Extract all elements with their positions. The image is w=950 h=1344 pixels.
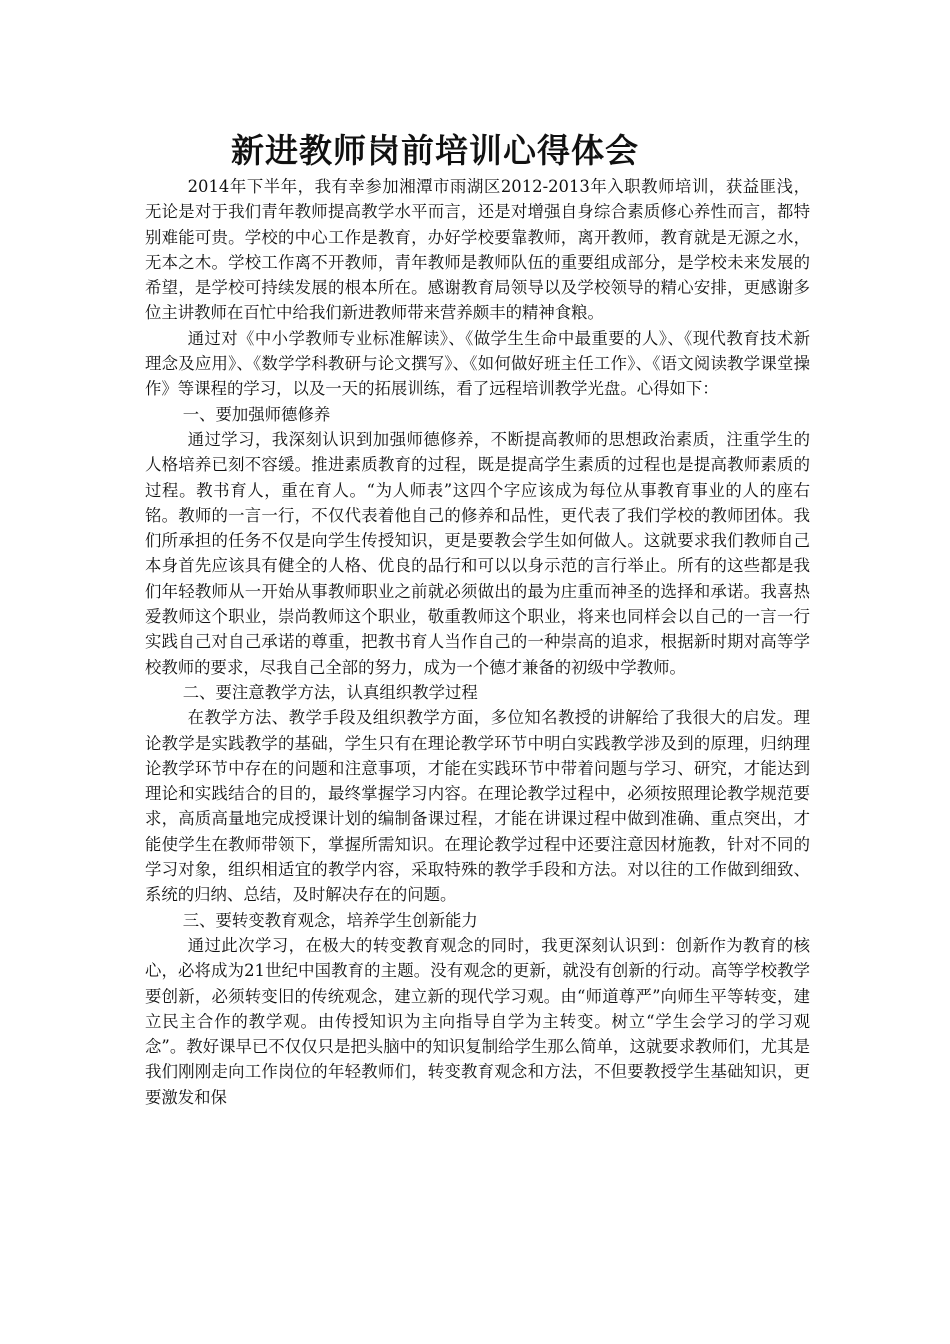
intro-paragraph-1: 2014年下半年，我有幸参加湘潭市雨湖区2012-2013年入职教师培训，获益匪浅，无论是对于我们青年教师提高教学水平而言，还是对增强自身综合素质修心养性而言，都特别难能可贵。学校的中心工作是教育，办好学校要靠教师，离开教师，教育就是无源之水，无本之木。学校工作离不开教师，青年教师是教师队伍的重要组成部分，是学校未来发展的希望，是学校可持续发展的根本所在。感谢教育局领导以及学校领导的精心安排，更感谢多位主讲教师在百忙中给我们新进教师带来营养颇丰的精神食粮。 [145,177,810,323]
section-body-2: 在教学方法、教学手段及组织教学方面，多位知名教授的讲解给了我很大的启发。理论教学是实践教学的基础，学生只有在理论教学环节中明白实践教学涉及到的原理，归纳理论教学环节中存在的问题和注意事项，才能在实践环节中带着问题与学习、研究，才能达到理论和实践结合的目的，最终掌握学习内容。在理论教学过程中，必须按照理论教学规范要求，高质高量地完成授课计划的编制备课过程，才能在讲课过程中做到准确、重点突出，才能使学生在教师带领下，掌握所需知识。在理论教学过程中还要注意因材施教，针对不同的学习对象，组织相适宜的教学内容，采取特殊的教学手段和方法。对以往的工作做到细致、系统的归纳、总结，及时解决存在的问题。 [145,708,810,905]
section-heading-3: 三、要转变教育观念，培养学生创新能力 [182,910,478,930]
intro-paragraph-2: 通过对《中小学教师专业标准解读》、《做学生生命中最重要的人》、《现代教育技术新理念及应用》、《数学学科教研与论文撰写》、《如何做好班主任工作》、《语文阅读教学课堂操作》等课程的学习，以及一天的拓展训练，看了远程培训教学光盘。心得如下： [145,328,810,399]
section-body-1: 通过学习，我深刻认识到加强师德修养，不断提高教师的思想政治素质，注重学生的人格培养已刻不容缓。推进素质教育的过程，既是提高学生素质的过程也是提高教师素质的过程。教书育人，重在育人。“为人师表”这四个字应该成为每位从事教育事业的人的座右铭。教师的一言一行，不仅代表着他自己的修养和品性，更代表了我们学校的教师团体。我们所承担的任务不仅是向学生传授知识，更是要教会学生如何做人。这就要求我们教师自己本身首先应该具有健全的人格、优良的品行和可以以身示范的言行举止。所有的这些都是我们年轻教师从一开始从事教师职业之前就必须做出的最为庄重而神圣的选择和承诺。我喜热爱教师这个职业，崇尚教师这个职业，敬重教师这个职业，将来也同样会以自己的一言一行实践自己对自己承诺的尊重，把教书育人当作自己的一种崇高的追求，根据新时期对高等学校教师的要求，尽我自己全部的努力，成为一个德才兼备的初级中学教师。 [145,429,810,677]
section-heading-1: 一、要加强师德修养 [182,404,331,424]
document-title: 新进教师岗前培训心得体会 [231,131,639,170]
section-body-3: 通过此次学习，在极大的转变教育观念的同时，我更深刻认识到：创新作为教育的核心，必将成为21世纪中国教育的主题。没有观念的更新，就没有创新的行动。高等学校教学要创新，必须转变旧的传统观念，建立新的现代学习观。由“师道尊严”向师生平等转变，建立民主合作的教学观。由传授知识为主向指导自学为主转变。树立“学生会学习的学习观念”。教好课早已不仅仅只是把头脑中的知识复制给学生那么简单，这就要求教师们，尤其是我们刚刚走向工作岗位的年轻教师们，转变教育观念和方法，不但要教授学生基础知识，更要激发和保 [145,935,810,1107]
section-heading-2: 二、要注意教学方法，认真组织教学过程 [182,682,478,702]
document-page [145,128,810,1110]
document-body [145,174,810,1110]
